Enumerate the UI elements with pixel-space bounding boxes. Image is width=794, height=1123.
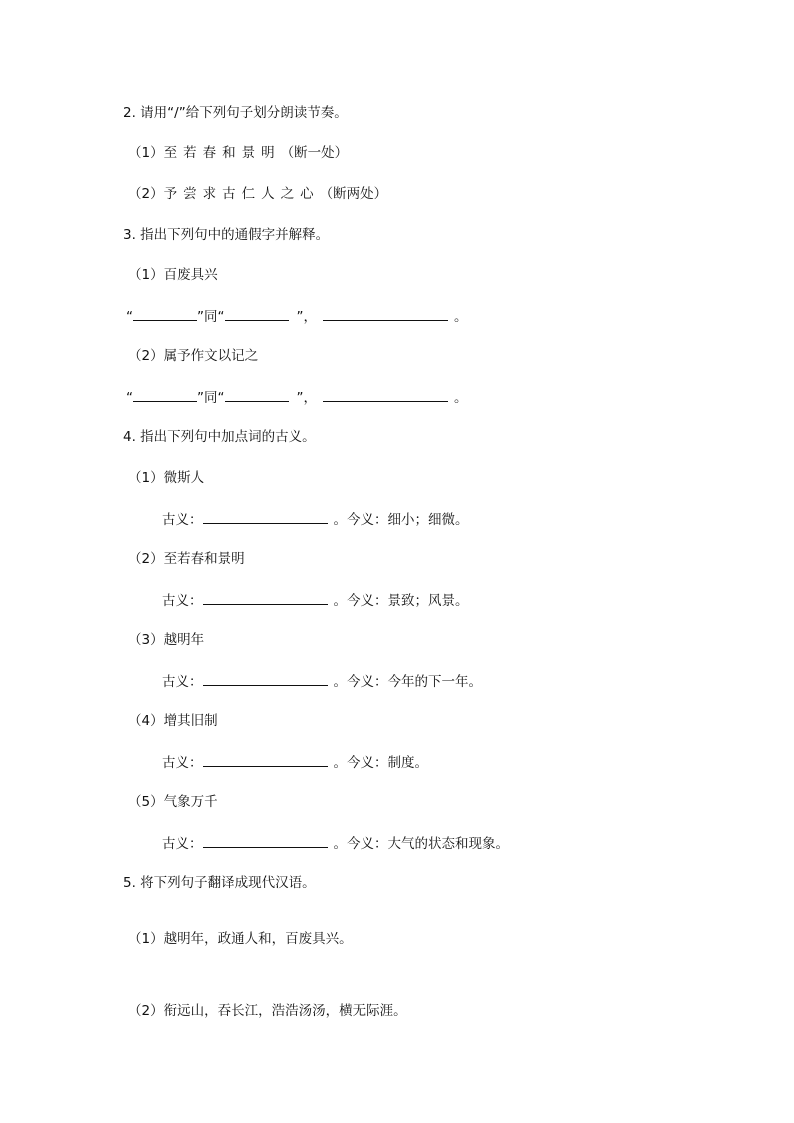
- item-text: 至若春和景明: [163, 145, 281, 161]
- question-3-item-2: [128, 347, 258, 365]
- item-text: 增其旧制: [163, 713, 218, 729]
- item-number: （2）: [128, 1003, 164, 1019]
- question-3-fill-2: [126, 387, 468, 407]
- blank-char[interactable]: [133, 387, 197, 402]
- item-number: （1）: [128, 267, 164, 283]
- close-quote: ”，: [296, 390, 317, 406]
- question-4-answer-5: [162, 833, 509, 853]
- open-quote: “: [126, 309, 133, 325]
- item-number: （2）: [128, 348, 164, 364]
- tong-text: ”同“: [197, 309, 225, 325]
- item-number: （3）: [128, 632, 164, 648]
- question-4-answer-1: [162, 509, 469, 529]
- question-4-item-1: [128, 469, 204, 487]
- question-3-fill-1: [126, 306, 468, 326]
- blank-meaning[interactable]: [323, 387, 448, 402]
- question-5-title: 5. 将下列句子翻译成现代汉语。: [123, 875, 316, 891]
- item-number: （1）: [128, 931, 164, 947]
- jin-label: 。今义：: [333, 836, 388, 852]
- question-2-title: 2. 请用“/”给下列句子划分朗读节奏。: [123, 105, 348, 121]
- item-text: 衔远山，吞长江，浩浩汤汤，横无际涯。: [163, 1003, 407, 1019]
- jin-label: 。今义：: [333, 512, 388, 528]
- item-text: 气象万千: [163, 794, 218, 810]
- jin-meaning: 大气的状态和现象。: [387, 836, 509, 852]
- blank-gu-meaning[interactable]: [203, 833, 328, 848]
- question-4-answer-4: [162, 752, 428, 772]
- item-text: 至若春和景明: [163, 551, 245, 567]
- open-quote: “: [126, 390, 133, 406]
- item-number: （2）: [128, 186, 164, 202]
- item-note: （断一处）: [280, 145, 349, 161]
- jin-meaning: 今年的下一年。: [387, 674, 482, 690]
- jin-meaning: 景致；风景。: [387, 593, 469, 609]
- item-text: 百废具兴: [163, 267, 218, 283]
- blank-gu-meaning[interactable]: [203, 590, 328, 605]
- gu-label: 古义：: [162, 836, 203, 852]
- blank-gu-meaning[interactable]: [203, 671, 328, 686]
- end-mark: 。: [454, 390, 468, 406]
- question-4-answer-2: [162, 590, 469, 610]
- item-text: 越明年，政通人和，百废具兴。: [163, 931, 353, 947]
- question-4-item-3: [128, 631, 204, 649]
- jin-label: 。今义：: [333, 755, 388, 771]
- item-text: 予尝求古仁人之心: [163, 186, 320, 202]
- question-4-item-5: [128, 793, 218, 811]
- gu-label: 古义：: [162, 755, 203, 771]
- item-number: （4）: [128, 713, 164, 729]
- jin-label: 。今义：: [333, 674, 388, 690]
- question-4-answer-3: [162, 671, 482, 691]
- item-number: （2）: [128, 551, 164, 567]
- jin-meaning: 细小；细微。: [387, 512, 469, 528]
- blank-char[interactable]: [133, 306, 197, 321]
- blank-original-char[interactable]: [225, 306, 289, 321]
- blank-original-char[interactable]: [225, 387, 289, 402]
- item-number: （1）: [128, 145, 164, 161]
- gu-label: 古义：: [162, 512, 203, 528]
- question-4-title: 4. 指出下列句中加点词的古义。: [123, 429, 316, 445]
- jin-meaning: 制度。: [387, 755, 428, 771]
- end-mark: 。: [454, 309, 468, 325]
- question-2-item-1: [128, 144, 348, 162]
- blank-meaning[interactable]: [323, 306, 448, 321]
- item-text: 越明年: [163, 632, 205, 648]
- question-5-item-2: [128, 1002, 407, 1020]
- item-text: 微斯人: [163, 470, 205, 486]
- question-5-item-1: [128, 930, 353, 948]
- item-text: 属予作文以记之: [163, 348, 259, 364]
- item-number: （5）: [128, 794, 164, 810]
- jin-label: 。今义：: [333, 593, 388, 609]
- question-4-item-4: [128, 712, 218, 730]
- question-3-item-1: [128, 266, 218, 284]
- question-2-item-2: [128, 185, 387, 203]
- question-3-title: 3. 指出下列句中的通假字并解释。: [123, 227, 330, 243]
- tong-text: ”同“: [197, 390, 225, 406]
- gu-label: 古义：: [162, 593, 203, 609]
- blank-gu-meaning[interactable]: [203, 509, 328, 524]
- item-number: （1）: [128, 470, 164, 486]
- item-note: （断两处）: [319, 186, 388, 202]
- close-quote: ”，: [296, 309, 317, 325]
- question-4-item-2: [128, 550, 245, 568]
- blank-gu-meaning[interactable]: [203, 752, 328, 767]
- gu-label: 古义：: [162, 674, 203, 690]
